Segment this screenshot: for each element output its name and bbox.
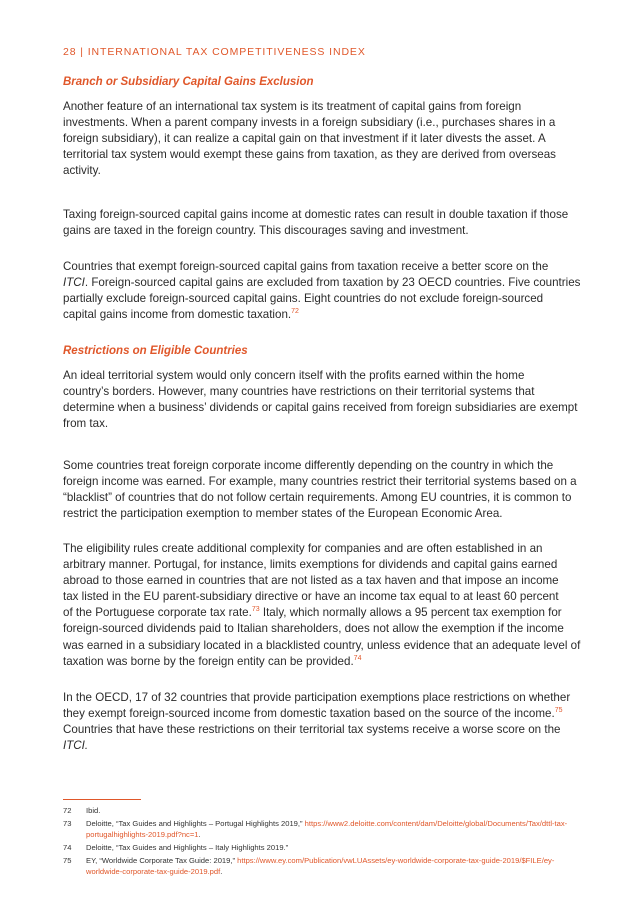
footnote-text: EY, “Worldwide Corporate Tax Guide: 2019,” [86, 856, 235, 865]
text-line: territorial tax system would exempt these gains from taxation, as they are derived from overseas [63, 148, 556, 162]
footnote-text: Deloitte, “Tax Guides and Highlights – Portugal Highlights 2019,” [86, 819, 303, 828]
text-line [63, 605, 589, 621]
text-line: foreign subsidiary), it can realize a capital gain on that investment if it later divests the asset. A [63, 132, 546, 146]
footnote-number: 74 [63, 843, 72, 852]
text-fragment: Italy, which normally allows a 95 percent tax exemption for [259, 606, 562, 620]
text-line: gains are taxed in the foreign country. This discourages saving and investment. [63, 224, 469, 238]
paragraph [63, 690, 589, 754]
text-fragment: taxation was borne by the foreign entity can be provided. [63, 654, 354, 668]
text-line: The eligibility rules create additional complexity for companies and are often established in an [63, 542, 543, 555]
text-line: Countries that exempt foreign-sourced capital gains from taxation receive a better score on the [63, 260, 549, 273]
text-line: In the OECD, 17 of 32 countries that provide participation exemptions place restrictions on whether [63, 691, 571, 704]
footnote-link[interactable]: https://www.ey.com/Publication/vwLUAssets/ey-worldwide-corporate-tax-guide-2019/$FILE/ey- [237, 856, 555, 865]
text-line: tax listed in the EU parent-subsidiary directive or have an income tax equal to at least 60 percent [63, 590, 559, 604]
footnote-text: . [220, 866, 223, 876]
text-line: country’s borders. However, many countries have restrictions on their territorial systems that [63, 385, 535, 399]
text-line [63, 738, 589, 754]
text-line: partially exclude foreign-sourced capital gains. Eight countries do not exclude foreign-sourced [63, 292, 544, 306]
text-fragment: of the Portuguese corporate tax rate. [63, 606, 252, 620]
footnote-number: 73 [63, 819, 72, 828]
paragraph [63, 99, 589, 179]
paragraph [63, 368, 589, 432]
text-line: was earned in a subsidiary located in a blacklisted country, unless evidence that an adequate level of [63, 638, 581, 652]
text-fragment: capital gains income from domestic taxation. [63, 308, 292, 322]
paragraph [63, 207, 589, 239]
footnote-ref: 73 [251, 606, 260, 614]
paragraph [63, 259, 589, 323]
footnote-number: 72 [63, 806, 72, 815]
footnote-divider [63, 799, 141, 800]
text-line: arbitrary manner. Portugal, for instance, limits exemptions for dividends and capital gains earned [63, 558, 558, 572]
text-line [63, 706, 589, 722]
footnote-link[interactable]: worldwide-corporate-tax-guide-2019.pdf [86, 866, 221, 876]
section-title: Restrictions on Eligible Countries [63, 345, 248, 357]
text-line [63, 654, 589, 670]
text-line [63, 275, 589, 291]
text-line: abroad to those earned in countries that are not listed as a tax haven and that impose an income [63, 574, 559, 588]
itci-term: ITCI. [63, 739, 89, 753]
text-line: foreign-sourced dividends paid to Italian shareholders, does not allow the exemption if the income [63, 622, 564, 636]
footnote-text: Ibid. [86, 806, 101, 815]
footnote-ref: 75 [554, 707, 563, 715]
text-line: Countries that have these restrictions on their territorial tax systems receive a worse score on the [63, 723, 561, 737]
text-line: foreign income was earned. For example, many countries restrict their territorial systems based on a [63, 475, 577, 489]
itci-term: ITCI [63, 276, 85, 290]
paragraph [63, 458, 589, 522]
text-line: Taxing foreign-sourced capital gains income at domestic rates can result in double taxation if those [63, 208, 569, 221]
text-line: from tax. [63, 417, 109, 431]
text-line: Some countries treat foreign corporate income differently depending on the country in which the [63, 459, 554, 472]
text-line: investments. When a parent company invests in a foreign subsidiary (i.e., purchases shares in a [63, 116, 556, 130]
footnote-link[interactable]: https://www2.deloitte.com/content/dam/Deloitte/global/Documents/Tax/dttl-tax- [304, 819, 568, 828]
text-line [63, 307, 589, 323]
paragraph [63, 541, 589, 670]
text-line: Another feature of an international tax system is its treatment of capital gains from foreign [63, 100, 522, 113]
footnote-number: 75 [63, 856, 72, 865]
section-title: Branch or Subsidiary Capital Gains Exclusion [63, 76, 314, 88]
text-line: An ideal territorial system would only concern itself with the profits earned within the home [63, 369, 525, 382]
text-fragment: they exempt foreign-sourced income from domestic taxation based on the source of the income. [63, 707, 555, 721]
running-header: 28 | INTERNATIONAL TAX COMPETITIVENESS INDEX [63, 46, 366, 58]
text-fragment: . Foreign-sourced capital gains are excluded from taxation by 23 OECD countries. Five countries [84, 276, 581, 290]
footnote-link[interactable]: portugalhighlights-2019.pdf?nc=1 [86, 829, 199, 839]
footnote-text: Deloitte, “Tax Guides and Highlights – Italy Highlights 2019.” [86, 843, 289, 852]
text-line: activity. [63, 164, 101, 178]
footnote-text: . [198, 829, 201, 839]
text-line: “blacklist” of countries that do not follow certain requirements. Among EU countries, it is common to [63, 491, 572, 505]
text-line: determine when a business’ dividends or capital gains received from foreign subsidiaries are exempt [63, 401, 578, 415]
text-line: restrict the participation exemption to member states of the European Economic Area. [63, 507, 503, 521]
footnote-ref: 74 [353, 654, 362, 662]
footnote-ref: 72 [291, 308, 299, 316]
